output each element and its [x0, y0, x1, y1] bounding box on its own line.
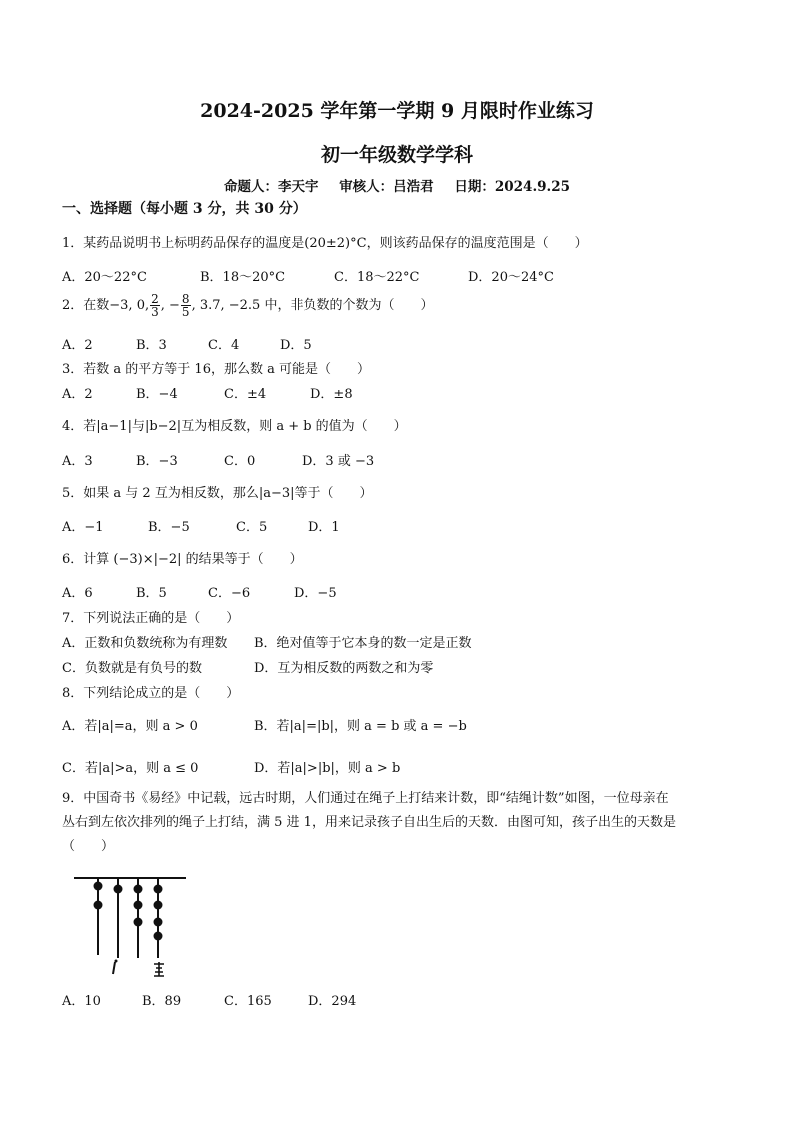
q2-option-b: B．3: [136, 338, 167, 353]
q9-stem: 9．中国奇书《易经》中记载，远古时期，人们通过在绳子上打结来计数，即“结绳计数”如图，一位母亲在 丛右到左依次排列的绳子上打结，满 5 进 1，用来记录孩子自出生后的天数．由图可知，孩子出生的天数是 （ ）: [62, 791, 676, 854]
q6-stem: 6．计算 (−3)×|−2| 的结果等于（ ）: [62, 552, 303, 567]
q4-option-d: D．3 或 −3: [302, 454, 375, 469]
q7-option-a: A．正数和负数统称为有理数: [62, 636, 228, 651]
reviewer: 审核人：吕浩君: [339, 179, 434, 195]
q5-option-d: D．1: [308, 520, 340, 535]
exam-date: 日期：2024.9.25: [454, 179, 571, 195]
q1-option-d: D．20～24°C: [468, 270, 554, 285]
q9-option-a: A．10: [62, 994, 101, 1009]
q5-option-c: C．5: [236, 520, 268, 535]
knot-counting-figure: [70, 870, 190, 980]
q7-stem: 7．下列说法正确的是（ ）: [62, 611, 240, 626]
q6-option-c: C．−6: [208, 586, 251, 601]
q4-option-b: B．−3: [136, 454, 178, 469]
setter: 命题人：李天宇: [223, 179, 319, 195]
q2-stem: 2．在数−3, 0, $\frac{2}{3}$ , − $\frac{8}{5}$ , 3.7, −2.5 中，非负数的个数为（ ）: [62, 292, 434, 319]
q7-option-c: C．负数就是有负号的数: [62, 661, 202, 676]
q6-option-d: D．−5: [294, 586, 337, 601]
q7-option-b: B．绝对值等于它本身的数一定是正数: [254, 636, 472, 651]
q6-option-a: A．6: [62, 586, 93, 601]
fraction-eight-fifths: $\frac{8}{5}$: [181, 292, 190, 319]
exam-subtitle: 初一年级数学学科: [320, 144, 473, 166]
q1-stem: 1．某药品说明书上标明药品保存的温度是(20±2)°C，则该药品保存的温度范围是（ ）: [62, 236, 588, 251]
q3-option-d: D．±8: [310, 387, 353, 402]
q3-option-c: C．±4: [224, 387, 267, 402]
section-heading: 一、选择题（每小题 3 分，共 30 分）: [62, 201, 307, 217]
q7-option-d: D．互为相反数的两数之和为零: [254, 661, 434, 676]
q3-option-b: B．−4: [136, 387, 178, 402]
q5-option-b: B．−5: [148, 520, 190, 535]
q9-option-b: B．89: [142, 994, 182, 1009]
q8-stem: 8．下列结论成立的是（ ）: [62, 686, 240, 701]
fraction-two-thirds: $\frac{2}{3}$: [151, 292, 159, 319]
q1-option-c: C．18～22°C: [334, 270, 420, 285]
rope-3: [134, 878, 143, 958]
q2-option-a: A．2: [62, 338, 93, 353]
exam-meta: [0, 175, 794, 195]
exam-title: 2024-2025 学年第一学期 9 月限时作业练习: [200, 100, 594, 122]
q5-stem: 5．如果 a 与 2 互为相反数，那么|a−3|等于（ ）: [62, 486, 373, 501]
q3-stem: 3．若数 a 的平方等于 16，那么数 a 可能是（ ）: [62, 362, 370, 377]
q6-option-b: B．5: [136, 586, 167, 601]
q8-option-a: A．若|a|=a，则 a > 0: [62, 719, 198, 734]
q2-option-c: C．4: [208, 338, 240, 353]
q3-option-a: A．2: [62, 387, 93, 402]
q9-option-c: C．165: [224, 994, 272, 1009]
q4-stem: 4．若|a−1|与|b−2|互为相反数，则 a + b 的值为（ ）: [62, 419, 407, 434]
q8-option-b: B．若|a|=|b|，则 a = b 或 a = −b: [254, 719, 467, 734]
q5-option-a: A．−1: [62, 520, 104, 535]
q9-option-d: D．294: [308, 994, 357, 1009]
q4-option-c: C．0: [224, 454, 256, 469]
q1-option-b: B．18～20°C: [200, 270, 286, 285]
q8-option-d: D．若|a|>|b|，则 a > b: [254, 761, 401, 776]
q2-option-d: D．5: [280, 338, 312, 353]
q4-option-a: A．3: [62, 454, 93, 469]
q1-option-a: A．20～22°C: [62, 270, 147, 285]
rope-1: [94, 878, 103, 955]
figure-marks: [113, 960, 164, 977]
rope-2: [114, 878, 123, 958]
q8-option-c: C．若|a|>a，则 a ≤ 0: [62, 761, 199, 776]
rope-4: [154, 878, 163, 958]
